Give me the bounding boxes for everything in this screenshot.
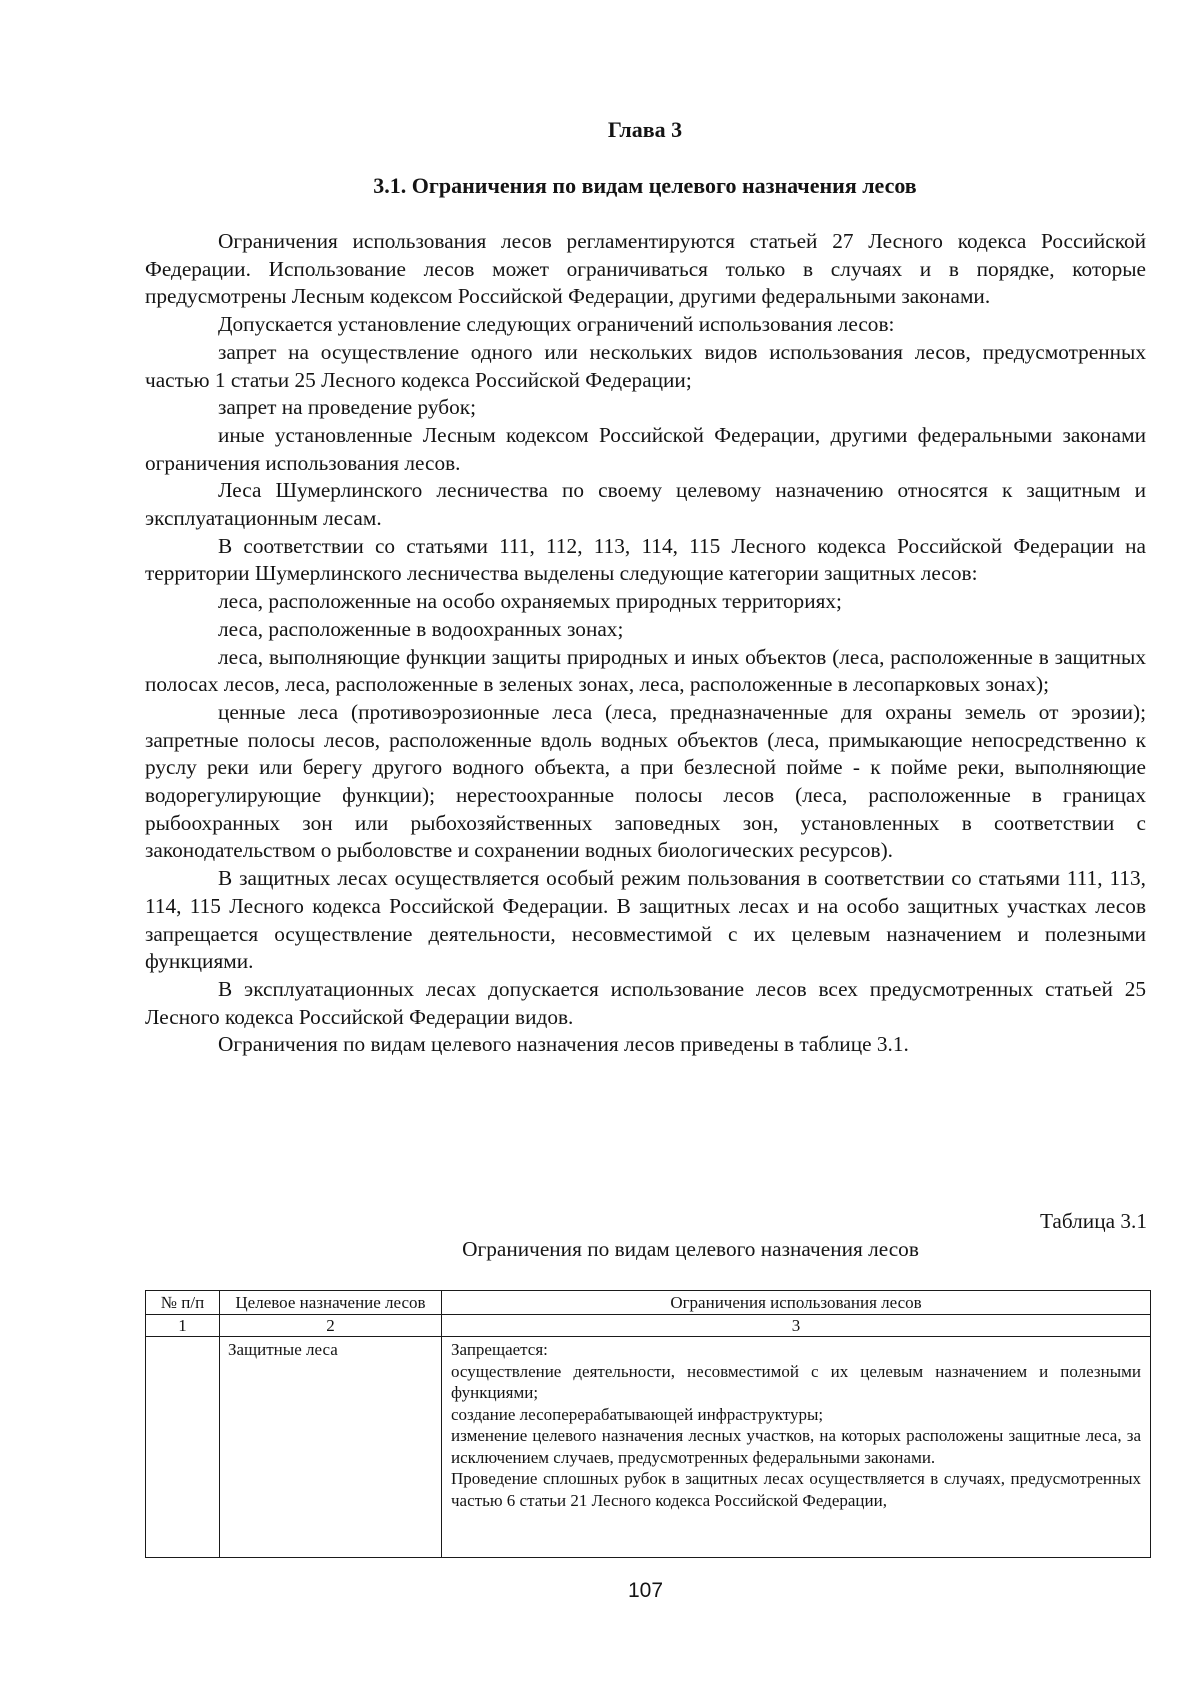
paragraph: запрет на осуществление одного или нескольких видов использования лесов, предусмотренных частью 1 статьи 25 Лесного кодекса Российской Федерации; <box>145 339 1146 392</box>
restrictions-table <box>145 1290 1151 1558</box>
header-cell-purpose: Целевое назначение лесов <box>220 1291 442 1315</box>
paragraph: леса, расположенные на особо охраняемых природных территориях; <box>218 589 842 614</box>
table-row <box>146 1337 1151 1558</box>
paragraph: иные установленные Лесным кодексом Российской Федерации, другими федеральными законами ограничения использования лесов. <box>145 422 1146 475</box>
paragraph: запрет на проведение рубок; <box>218 395 477 420</box>
body-text <box>145 228 1146 1059</box>
paragraph: В защитных лесах осуществляется особый режим пользования в соответствии со статьями 111, 113, 114, 115 Лесного кодекса Российской Федерации. В защитных лесах и на особо защитных участках лесов запрещается осуществление деятельности, несовместимой с их целевым назначением и полезными функциями. <box>145 866 1146 974</box>
header-cell-number: № п/п <box>146 1291 220 1315</box>
restrictions-cell <box>442 1337 1151 1558</box>
row-number-cell <box>146 1337 220 1558</box>
table-title: Ограничения по видам целевого назначения лесов <box>462 1237 919 1261</box>
restriction-line: Проведение сплошных рубок в защитных лесах осуществляется в случаях, предусмотренных частью 6 статьи 21 Лесного кодекса Российской Федерации, <box>451 1469 1141 1510</box>
paragraph: Леса Шумерлинского лесничества по своему целевому назначению относятся к защитным и эксплуатационным лесам. <box>145 478 1146 531</box>
column-number-cell: 2 <box>220 1314 442 1337</box>
restriction-line: изменение целевого назначения лесных участков, на которых расположены защитные леса, за исключением случаев, предусмотренных федеральными законами. <box>451 1426 1141 1467</box>
paragraph: Ограничения использования лесов регламентируются статьей 27 Лесного кодекса Российской Федерации. Использование лесов может ограничиваться только в случаях и в порядке, которые предусмотрены Лесным кодексом Российской Федерации, другими федеральными законами. <box>145 229 1146 309</box>
restriction-line: создание лесоперерабатывающей инфраструктуры; <box>451 1404 824 1424</box>
paragraph: леса, выполняющие функции защиты природных и иных объектов (леса, расположенные в защитных полосах лесов, леса, расположенные в зеленых зонах, леса, расположенные в лесопарковых зонах); <box>145 644 1146 697</box>
paragraph: Ограничения по видам целевого назначения лесов приведены в таблице 3.1. <box>218 1032 909 1057</box>
paragraph: В соответствии со статьями 111, 112, 113, 114, 115 Лесного кодекса Российской Федерации на территории Шумерлинского лесничества выделены следующие категории защитных лесов: <box>145 533 1146 586</box>
paragraph: В эксплуатационных лесах допускается использование лесов всех предусмотренных статьей 25 Лесного кодекса Российской Федерации видов. <box>145 976 1146 1029</box>
paragraph: Допускается установление следующих ограничений использования лесов: <box>218 312 895 337</box>
column-number-cell: 1 <box>146 1314 220 1337</box>
column-number-cell: 3 <box>442 1314 1151 1337</box>
page-number: 107 <box>627 1579 664 1602</box>
chapter-heading: Глава 3 <box>607 117 683 142</box>
purpose-cell: Защитные леса <box>220 1337 442 1558</box>
section-title: 3.1. Ограничения по видам целевого назначения лесов <box>373 173 917 198</box>
header-cell-restrictions: Ограничения использования лесов <box>442 1291 1151 1315</box>
column-number-row <box>146 1314 1151 1337</box>
restriction-line: осуществление деятельности, несовместимой с их целевым назначением и полезными функциями; <box>451 1361 1141 1402</box>
paragraph: ценные леса (противоэрозионные леса (леса, предназначенные для охраны земель от эрозии); запретные полосы лесов, расположенные вдоль водных объектов (леса, примыкающие непосредственно к руслу реки или берегу другого водного объекта, а при безлесной пойме - к пойме реки, выполняющие водорегулирующие функции); нерестоохранные полосы лесов (леса, расположенные в границах рыбоохранных зон или рыбохозяйственных заповедных зон, установленных в соответствии с законодательством о рыболовстве и сохранении водных биологических ресурсов). <box>145 699 1146 863</box>
table-label: Таблица 3.1 <box>1039 1209 1147 1233</box>
paragraph: леса, расположенные в водоохранных зонах; <box>218 616 624 641</box>
restriction-line: Запрещается: <box>451 1340 548 1359</box>
table-header-row <box>146 1291 1151 1315</box>
